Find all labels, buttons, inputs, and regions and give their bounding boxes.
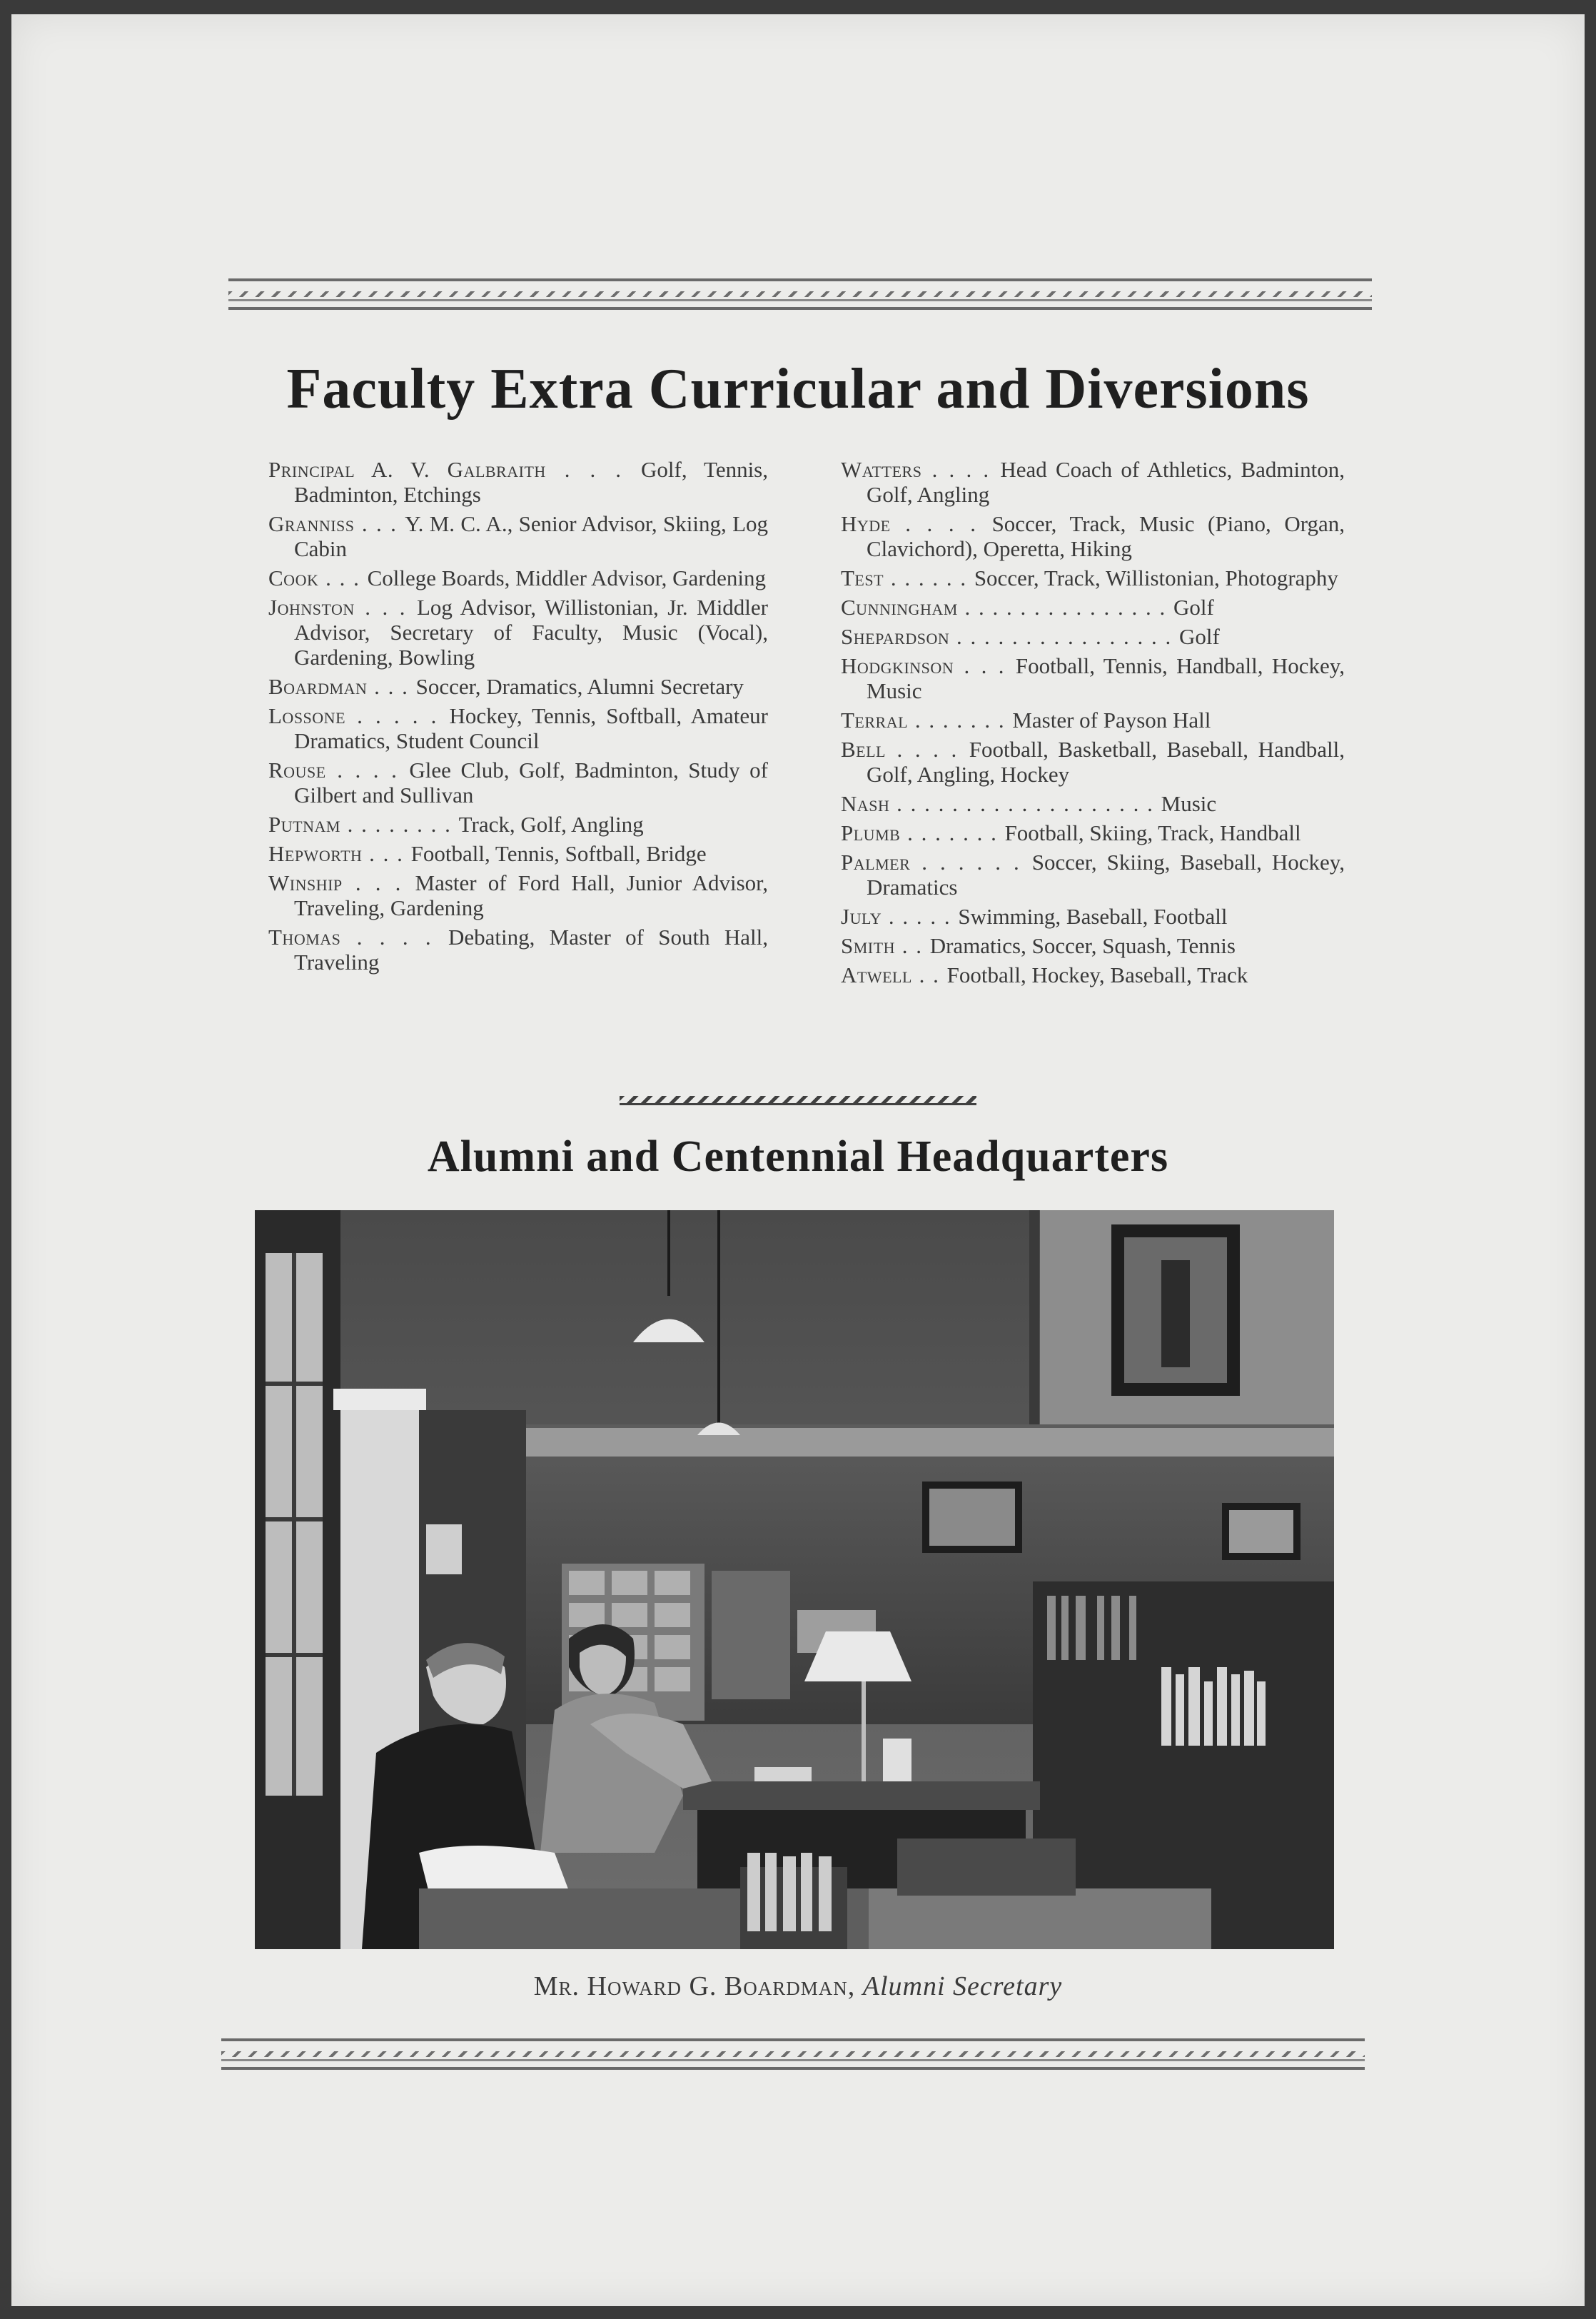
faculty-activities: Football, Tennis, Softball, Bridge [410, 841, 707, 866]
section-divider [620, 1096, 976, 1105]
faculty-activities: Golf, Tennis, Badminton, Etchings [294, 457, 768, 507]
faculty-entry [268, 758, 768, 808]
faculty-name: Palmer [841, 850, 911, 875]
faculty-name: Thomas [268, 925, 341, 950]
faculty-name: Johnston [268, 595, 355, 620]
faculty-name: Nash [841, 791, 890, 816]
dot-leader: . . . . . . [910, 850, 1032, 875]
faculty-entry [841, 737, 1345, 787]
faculty-entry [841, 820, 1345, 845]
faculty-name: Lossone [268, 703, 346, 728]
faculty-name: Hodgkinson [841, 653, 954, 678]
dot-leader: . . . . . . . . . . . . . . . . [949, 624, 1179, 649]
dot-leader: . . [911, 962, 947, 987]
faculty-name: Granniss [268, 511, 355, 536]
faculty-entry [841, 708, 1345, 733]
photo-caption [0, 1971, 1596, 2002]
dot-leader: . . . [354, 595, 417, 620]
dot-leader: . . . . [890, 511, 992, 536]
faculty-activities: Football, Basketball, Baseball, Handball, Golf, Angling, Hockey [867, 737, 1345, 787]
top-ornamental-rule [228, 278, 1372, 310]
faculty-entry [841, 624, 1345, 649]
faculty-entry [268, 457, 768, 507]
dot-leader: . . . [318, 565, 368, 590]
faculty-activities: Dramatics, Soccer, Squash, Tennis [929, 933, 1236, 958]
faculty-entry [268, 841, 768, 866]
office-photograph [255, 1210, 1334, 1949]
faculty-activities: Y. M. C. A., Senior Advisor, Skiing, Log Cabin [294, 511, 769, 561]
dot-leader: . . . [362, 841, 411, 866]
faculty-activities: Soccer, Dramatics, Alumni Secretary [415, 674, 744, 699]
faculty-name: Shepardson [841, 624, 950, 649]
faculty-activities: Soccer, Track, Music (Piano, Organ, Clavichord), Operetta, Hiking [867, 511, 1345, 561]
dot-leader: . . . . . . . . [340, 812, 459, 837]
faculty-list-right [841, 457, 1345, 992]
faculty-entry [268, 925, 768, 975]
faculty-entry [841, 791, 1345, 816]
dot-leader: . . . [354, 511, 405, 536]
faculty-activities: Debating, Master of South Hall, Traveling [294, 925, 769, 975]
bottom-ornamental-rule [221, 2038, 1365, 2070]
faculty-entry [268, 870, 768, 920]
faculty-list-left [268, 457, 768, 979]
faculty-entry [841, 457, 1345, 507]
faculty-activities: Master of Ford Hall, Junior Advisor, Traveling, Gardening [294, 870, 768, 920]
faculty-name: Bell [841, 737, 886, 762]
dot-leader: . . . . . [882, 904, 959, 929]
dot-leader: . . . . [340, 925, 448, 950]
faculty-entry [841, 565, 1345, 590]
faculty-entry [268, 812, 768, 837]
faculty-section-title: Faculty Extra Curricular and Diversions [286, 358, 1310, 421]
dot-leader: . . . . . . . [908, 708, 1013, 733]
faculty-name: Cook [268, 565, 319, 590]
dot-leader: . . . . [886, 737, 969, 762]
dot-leader: . . . . [325, 758, 410, 783]
dot-leader: . . . . . . . . . . . . . . . . . . . [889, 791, 1161, 816]
faculty-name: Principal A. V. Galbraith [268, 457, 546, 482]
dot-leader: . . . [954, 653, 1016, 678]
faculty-activities: Head Coach of Athletics, Badminton, Golf, Angling [867, 457, 1345, 507]
faculty-activities: Football, Tennis, Handball, Hockey, Music [867, 653, 1345, 703]
faculty-entry [841, 595, 1345, 620]
faculty-entry [841, 653, 1345, 703]
faculty-entry [268, 595, 768, 670]
faculty-name: Rouse [268, 758, 326, 783]
faculty-activities: Swimming, Baseball, Football [958, 904, 1228, 929]
faculty-entry [268, 565, 768, 590]
faculty-entry [841, 904, 1345, 929]
faculty-activities: College Boards, Middler Advisor, Gardening [367, 565, 766, 590]
faculty-activities: Soccer, Track, Willistonian, Photography [974, 565, 1338, 590]
dot-leader: . . . [545, 457, 642, 482]
faculty-activities: Music [1161, 791, 1217, 816]
faculty-entry [268, 511, 768, 561]
faculty-name: July [841, 904, 882, 929]
faculty-activities: Soccer, Skiing, Baseball, Hockey, Dramatics [867, 850, 1345, 900]
caption-name: Mr. Howard G. Boardman, [533, 1971, 856, 2001]
dot-leader: . . . . . . . [900, 820, 1005, 845]
dot-leader: . . . [342, 870, 415, 895]
faculty-entry [268, 703, 768, 753]
faculty-activities: Football, Skiing, Track, Handball [1004, 820, 1301, 845]
faculty-name: Plumb [841, 820, 901, 845]
faculty-entry [841, 933, 1345, 958]
faculty-name: Hepworth [268, 841, 363, 866]
faculty-name: Terral [841, 708, 909, 733]
faculty-activities: Track, Golf, Angling [458, 812, 644, 837]
faculty-name: Boardman [268, 674, 368, 699]
dot-leader: . . . . . . . . . . . . . . . [957, 595, 1174, 620]
faculty-activities: Golf [1179, 624, 1220, 649]
faculty-activities: Master of Payson Hall [1012, 708, 1211, 733]
dot-leader: . . [894, 933, 930, 958]
faculty-activities: Golf [1173, 595, 1214, 620]
faculty-activities: Glee Club, Golf, Badminton, Study of Gilbert and Sullivan [294, 758, 768, 808]
dot-leader: . . . . [921, 457, 1001, 482]
dot-leader: . . . . . . [884, 565, 974, 590]
faculty-name: Smith [841, 933, 895, 958]
faculty-name: Winship [268, 870, 343, 895]
faculty-name: Hyde [841, 511, 891, 536]
faculty-activities: Football, Hockey, Baseball, Track [946, 962, 1248, 987]
faculty-name: Cunningham [841, 595, 958, 620]
faculty-name: Atwell [841, 962, 912, 987]
dot-leader: . . . . . [345, 703, 450, 728]
faculty-activities: Log Advisor, Willistonian, Jr. Middler Advisor, Secretary of Faculty, Music (Vocal), Gardening, Bowling [294, 595, 768, 670]
faculty-entry [841, 850, 1345, 900]
faculty-activities: Hockey, Tennis, Softball, Amateur Dramatics, Student Council [294, 703, 768, 753]
dot-leader: . . . [367, 674, 416, 699]
faculty-name: Watters [841, 457, 922, 482]
faculty-entry [268, 674, 768, 699]
faculty-name: Putnam [268, 812, 340, 837]
faculty-name: Test [841, 565, 884, 590]
faculty-entry [841, 511, 1345, 561]
caption-role: Alumni Secretary [862, 1971, 1063, 2001]
alumni-section-title: Alumni and Centennial Headquarters [427, 1132, 1169, 1181]
faculty-entry [841, 962, 1345, 987]
